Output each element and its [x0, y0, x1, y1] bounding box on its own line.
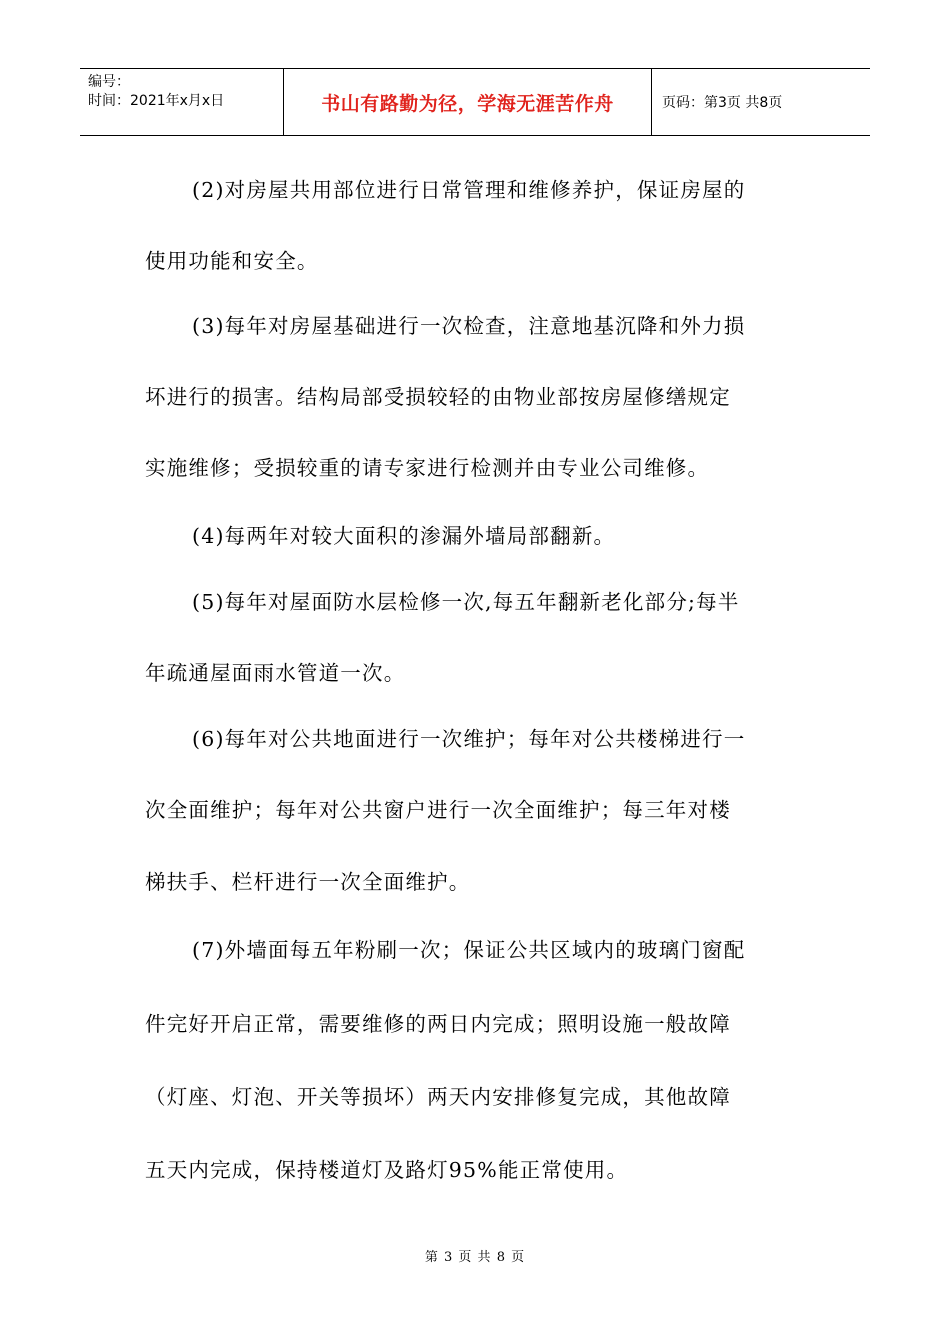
body-line-3: (3)每年对房屋基础进行一次检查，注意地基沉降和外力损 [192, 314, 746, 338]
body-line-9: (6)每年对公共地面进行一次维护；每年对公共楼梯进行一 [192, 727, 746, 751]
body-line-8: 年疏通屋面雨水管道一次。 [145, 661, 406, 685]
body-line-2: 使用功能和安全。 [145, 249, 319, 273]
document-time-label: 时间：2021年x月x日 [88, 93, 225, 109]
header-meta [80, 69, 284, 135]
page-footer: 第 3 页 共 8 页 [424, 1250, 526, 1265]
body-line-7: (5)每年对屋面防水层检修一次,每五年翻新老化部分;每半 [192, 590, 740, 614]
body-line-12: (7)外墙面每五年粉刷一次；保证公共区域内的玻璃门窗配 [192, 938, 746, 962]
page-header [80, 68, 870, 136]
body-line-5: 实施维修；受损较重的请专家进行检测并由专业公司维修。 [145, 456, 710, 480]
header-page-info: 页码：第3页 共8页 [662, 95, 783, 111]
document-code-label: 编号： [88, 74, 130, 90]
body-line-11: 梯扶手、栏杆进行一次全面维护。 [145, 870, 471, 894]
header-motto: 书山有路勤为径，学海无涯苦作舟 [284, 69, 652, 135]
body-line-14: （灯座、灯泡、开关等损坏）两天内安排修复完成，其他故障 [145, 1085, 731, 1109]
body-line-1: (2)对房屋共用部位进行日常管理和维修养护，保证房屋的 [192, 178, 746, 202]
body-line-15: 五天内完成，保持楼道灯及路灯95%能正常使用。 [145, 1158, 629, 1182]
body-line-10: 次全面维护；每年对公共窗户进行一次全面维护；每三年对楼 [145, 798, 731, 822]
body-line-6: (4)每两年对较大面积的渗漏外墙局部翻新。 [192, 524, 616, 548]
body-line-4: 坏进行的损害。结构局部受损较轻的由物业部按房屋修缮规定 [145, 385, 731, 409]
body-line-13: 件完好开启正常，需要维修的两日内完成；照明设施一般故障 [145, 1012, 731, 1036]
